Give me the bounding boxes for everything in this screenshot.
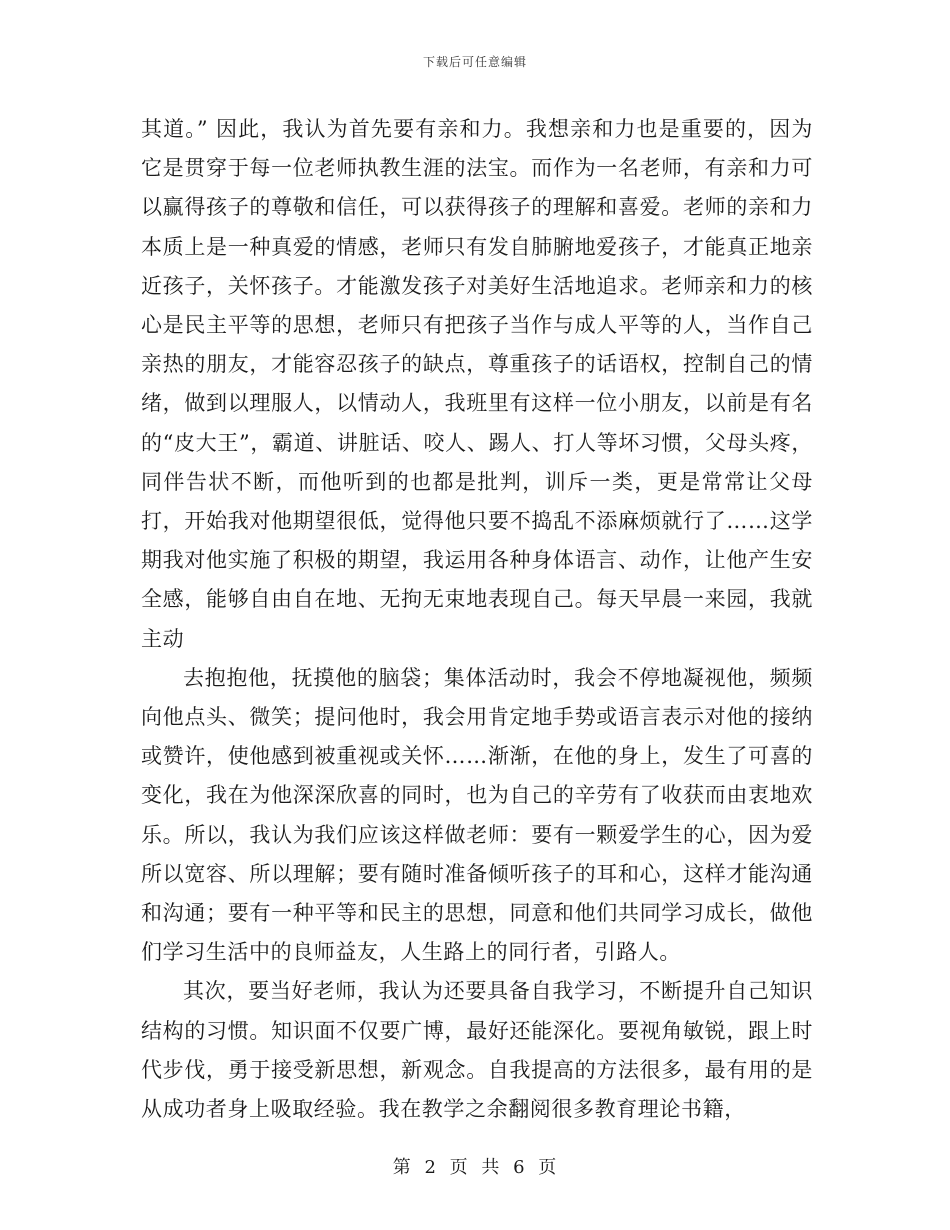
page-header-note: 下载后可任意编辑 [422, 55, 527, 69]
page-footer [0, 1153, 950, 1179]
paragraph-1: 其道。” 因此，我认为首先要有亲和力。我想亲和力也是重要的，因为它是贯穿于每一位老师执教生涯的法宝。而作为一名老师，有亲和力可以赢得孩子的尊敬和信任，可以获得孩子的理解和喜爱。老师的亲和力本质上是一种真爱的情感，老师只有发自肺腑地爱孩子，才能真正地亲近孩子，关怀孩子。才能激发孩子对美好生活地追求。老师亲和力的核心是民主平等的思想，老师只有把孩子当作与成人平等的人，当作自己亲热的朋友，才能容忍孩子的缺点，尊重孩子的话语权，控制自己的情绪，做到以理服人，以情动人，我班里有这样一位小朋友，以前是有名的“皮大王”，霸道、讲脏话、咬人、踢人、打人等坏习惯，父母头疼，同伴告状不断，而他听到的也都是批判，训斥一类，更是常常让父母打，开始我对他期望很低，觉得他只要不捣乱不添麻烦就行了……这学期我对他实施了积极的期望，我运用各种身体语言、动作，让他产生安全感，能够自由自在地、无拘无束地表现自己。每天早晨一来园，我就主动 [141, 117, 813, 651]
paragraph-3: 其次，要当好老师，我认为还要具备自我学习，不断提升自己知识结构的习惯。知识面不仅要广博，最好还能深化。要视角敏锐，跟上时代步伐，勇于接受新思想，新观念。自我提高的方法很多，最有用的是从成功者身上吸取经验。我在教学之余翻阅很多教育理论书籍， [141, 979, 813, 1122]
footer-label-gong: 共 [481, 1157, 501, 1178]
footer-page-total: 6 [513, 1157, 526, 1178]
paragraph-2: 去抱抱他，抚摸他的脑袋；集体活动时，我会不停地凝视他，频频向他点头、微笑；提问他时，我会用肯定地手势或语言表示对他的接纳或赞许，使他感到被重视或关怀……渐渐，在他的身上，发生了可喜的变化，我在为他深深欣喜的同时，也为自己的辛劳有了收获而由衷地欢乐。所以，我认为我们应该这样做老师：要有一颗爱学生的心，因为爱所以宽容、所以理解；要有随时准备倾听孩子的耳和心，这样才能沟通和沟通；要有一种平等和民主的思想，同意和他们共同学习成长，做他们学习生活中的良师益友，人生路上的同行者，引路人。 [141, 665, 813, 965]
footer-page-current: 2 [424, 1157, 437, 1178]
document-body [141, 110, 813, 1129]
footer-label-di: 第 [392, 1157, 412, 1178]
footer-label-ye-2: 页 [538, 1157, 558, 1178]
footer-label-ye: 页 [449, 1157, 469, 1178]
